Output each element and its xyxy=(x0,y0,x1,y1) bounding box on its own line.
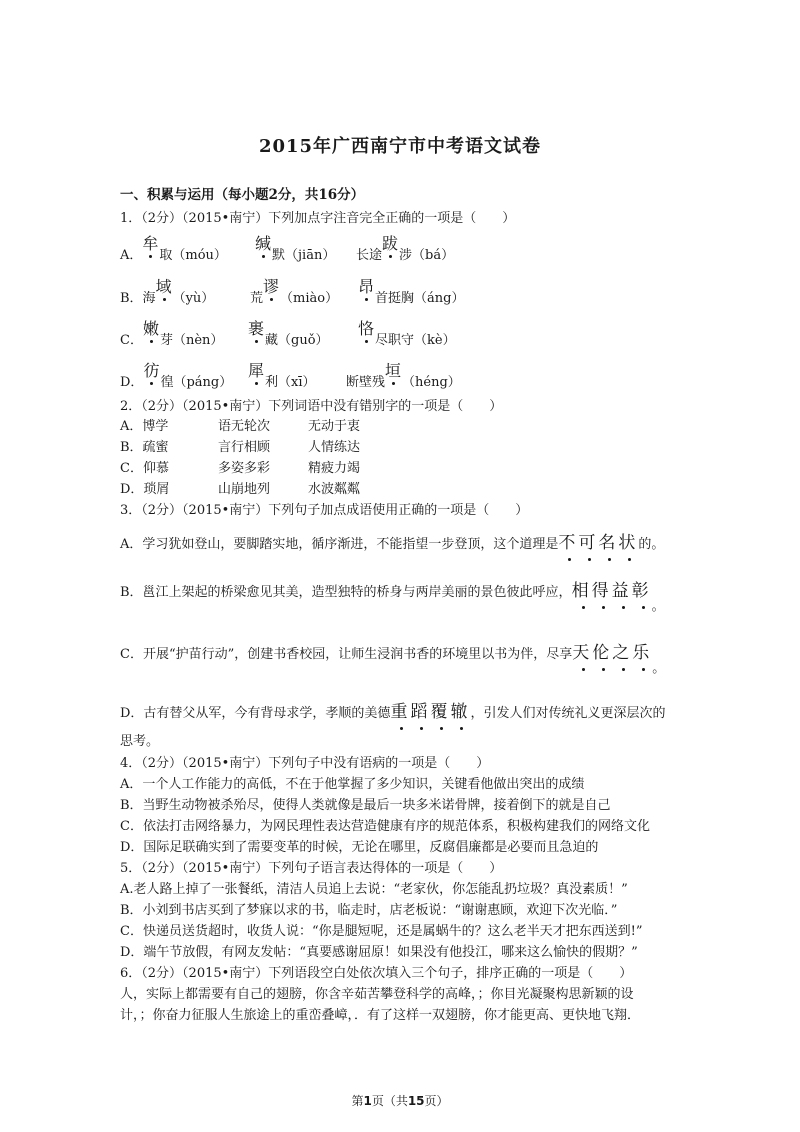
dotted-char: 可 xyxy=(578,528,598,553)
exam-page: 2015年广西南宁市中考语文试卷 一、积累与运用（每小题2分，共16分） 1．（2分）（2015•南宁）下列加点字注音完全正确的一项是（ ） A．牟取（móu） 缄默（jiān） 长途跋涉（bá） B．海域（yù） 荒谬（miào） 昂首挺胸（áng） C．嫩芽（nèn） 裹藏（guǒ） 恪尽职守（kè） D．彷徨（páng） 犀利（xī） 断壁残垣（héng） 2．（2分）（2015•南宁）下列词语中没有错别字的一项是（ ） A．博学 语无轮次 无动于衷 B．疏蜜 言行相顾 人情练达 C．仰慕 多姿多彩 精疲力竭 D．琐屑 山崩地列 水波粼粼 3．（2分）（2015•南宁）下列句子加点成语使用正确的一项是（ ） A．学习犹如登山，要脚踏实地，循序渐进，不能指望一步登顶，这个道理是不可名状的。 B．邕江上架起的桥梁愈见其美，造型独特的桥身与两岸美丽的景色彼此呼应，相得益彰。 C．开展“护苗行动”，创建书香校园，让师生浸润书香的环境里以书为伴，尽享天伦之乐。 D．古有替父从军，今有背母求学，孝顺的美德重蹈覆辙，引发人们对传统礼义更深层次的 思考。 4．（2分）（2015•南宁）下列句子中没有语病的一项是（ ） A．一个人工作能力的高低，不在于他掌握了多少知识，关键看他做出突出的成绩 B．当野生动物被杀殆尽，使得人类就像是最后一块多米诺骨牌，接着倒下的就是自己 C．依法打击网络暴力，为网民理性表达营造健康有序的规范体系，积极构建我们的网络文化 D．国际足联确实到了需要变革的时候，无论在哪里，反腐倡廉都是必要而且急迫的 5．（2分）（2015•南宁）下列句子语言表达得体的一项是（ ） A.老人路上掉了一张餐纸，清洁人员追上去说：“老家伙，你怎能乱扔垃圾？真没素质！” B．小刘到书店买到了梦寐以求的书，临走时，店老板说：“谢谢惠顾，欢迎下次光临．” C．快递员送货超时，收货人说：“你是腿短呢，还是属蜗牛的？这么老半天才把东西送到!” D．端午节放假，有网友发帖：“真要感谢屈原！如果没有他投江，哪来这么愉快的假期？” 6．（2分）（2015•南宁）下列语段空白处依次填入三个句子，排序正确的一项是（ ） 人，实际上都需要有自己的翅膀，你含辛茹苦攀登科学的高峰，；你目光凝聚构思新颖的设 计，；你奋力征服人生旅途上的重峦叠嶂，．有了这样一双翅膀，你才能更高、更快地飞翔． 第1页（共15页） xyxy=(0,0,800,1132)
dotted-char: 重 xyxy=(390,697,410,722)
idiom-a xyxy=(558,533,638,553)
q2-stem: 2．（2分）（2015•南宁）下列词语中没有错别字的一项是（ ） xyxy=(120,399,503,414)
q3-option-d: D．古有替父从军，今有背母求学，孝顺的美德重蹈覆辙，引发人们对传统礼义更深层次的 xyxy=(120,697,665,722)
page-footer: 第1页（共15页） xyxy=(351,1094,449,1108)
dotted-char: 域 xyxy=(156,274,173,297)
q6-line-1: 人，实际上都需要有自己的翅膀，你含辛茹苦攀登科学的高峰，；你目光凝聚构思新颖的设 xyxy=(120,987,634,1002)
q5-option-b: B．小刘到书店买到了梦寐以求的书，临走时，店老板说：“谢谢惠顾，欢迎下次光临．” xyxy=(120,903,618,918)
q6-stem: 6．（2分）（2015•南宁）下列语段空白处依次填入三个句子，排序正确的一项是（ ） xyxy=(120,966,633,981)
q5-option-a: A.老人路上掉了一张餐纸，清洁人员追上去说：“老家伙，你怎能乱扔垃圾？真没素质！” xyxy=(120,882,628,897)
dotted-char: 谬 xyxy=(263,274,280,297)
q4-option-b: B．当野生动物被杀殆尽，使得人类就像是最后一块多米诺骨牌，接着倒下的就是自己 xyxy=(120,798,611,813)
q4-option-c: C．依法打击网络暴力，为网民理性表达营造健康有序的规范体系，积极构建我们的网络文化 xyxy=(120,819,650,834)
dotted-char: 乐 xyxy=(632,638,652,663)
q3-option-c: C．开展“护苗行动”，创建书香校园，让师生浸润书香的环境里以书为伴，尽享天伦之乐。 xyxy=(120,638,665,663)
dotted-char: 益 xyxy=(612,576,632,601)
section-heading: 一、积累与运用（每小题2分，共16分） xyxy=(120,187,365,203)
dotted-char: 之 xyxy=(612,638,632,663)
idiom-d xyxy=(390,702,470,722)
dotted-char: 犀 xyxy=(248,358,265,381)
q4-option-a: A．一个人工作能力的高低，不在于他掌握了多少知识，关键看他做出突出的成绩 xyxy=(120,777,585,792)
q3-option-b: B．邕江上架起的桥梁愈见其美，造型独特的桥身与两岸美丽的景色彼此呼应，相得益彰。 xyxy=(120,576,665,601)
idiom-b xyxy=(572,581,652,601)
q5-option-d: D．端午节放假，有网友发帖：“真要感谢屈原！如果没有他投江，哪来这么愉快的假期？” xyxy=(120,945,638,960)
idiom-c xyxy=(572,643,652,663)
dotted-char: 辙 xyxy=(450,697,470,722)
dotted-char: 状 xyxy=(618,528,638,553)
dotted-char: 覆 xyxy=(430,697,450,722)
q5-option-c: C．快递员送货超时，收货人说：“你是腿短呢，还是属蜗牛的？这么老半天才把东西送到!” xyxy=(120,924,643,939)
dotted-char: 裹 xyxy=(248,316,265,339)
dotted-char: 牟 xyxy=(142,231,159,254)
dotted-char: 缄 xyxy=(255,231,272,254)
dotted-char: 不 xyxy=(558,528,578,553)
dotted-char: 伦 xyxy=(592,638,612,663)
q1-stem: 1．（2分）（2015•南宁）下列加点字注音完全正确的一项是（ ） xyxy=(120,211,516,226)
q6-line-2: 计，；你奋力征服人生旅途上的重峦叠嶂，．有了这样一双翅膀，你才能更高、更快地飞翔． xyxy=(120,1008,641,1023)
q4-stem: 4．（2分）（2015•南宁）下列句子中没有语病的一项是（ ） xyxy=(120,756,490,771)
q3-option-d-cont: 思考。 xyxy=(120,734,160,749)
dotted-char: 相 xyxy=(572,576,592,601)
dotted-char: 垣 xyxy=(385,358,402,381)
q4-option-d: D．国际足联确实到了需要变革的时候，无论在哪里，反腐倡廉都是必要而且急迫的 xyxy=(120,840,599,855)
dotted-char: 名 xyxy=(598,528,618,553)
dotted-char: 跋 xyxy=(382,231,399,254)
dotted-char: 蹈 xyxy=(410,697,430,722)
dotted-char: 天 xyxy=(572,638,592,663)
dotted-char: 彷 xyxy=(143,358,160,381)
q3-stem: 3．（2分）（2015•南宁）下列句子加点成语使用正确的一项是（ ） xyxy=(120,503,529,518)
page-title: 2015年广西南宁市中考语文试卷 xyxy=(258,136,542,157)
dotted-char: 嫩 xyxy=(143,316,160,339)
dotted-char: 得 xyxy=(592,576,612,601)
dotted-char: 彰 xyxy=(632,576,652,601)
total-pages: 15 xyxy=(407,1094,425,1108)
q3-option-a: A．学习犹如登山，要脚踏实地，循序渐进，不能指望一步登顶，这个道理是不可名状的。 xyxy=(120,528,664,553)
q5-stem: 5．（2分）（2015•南宁）下列句子语言表达得体的一项是（ ） xyxy=(120,861,503,876)
dotted-char: 昂 xyxy=(358,274,375,297)
dotted-char: 恪 xyxy=(358,316,375,339)
page-number: 1 xyxy=(363,1094,372,1108)
